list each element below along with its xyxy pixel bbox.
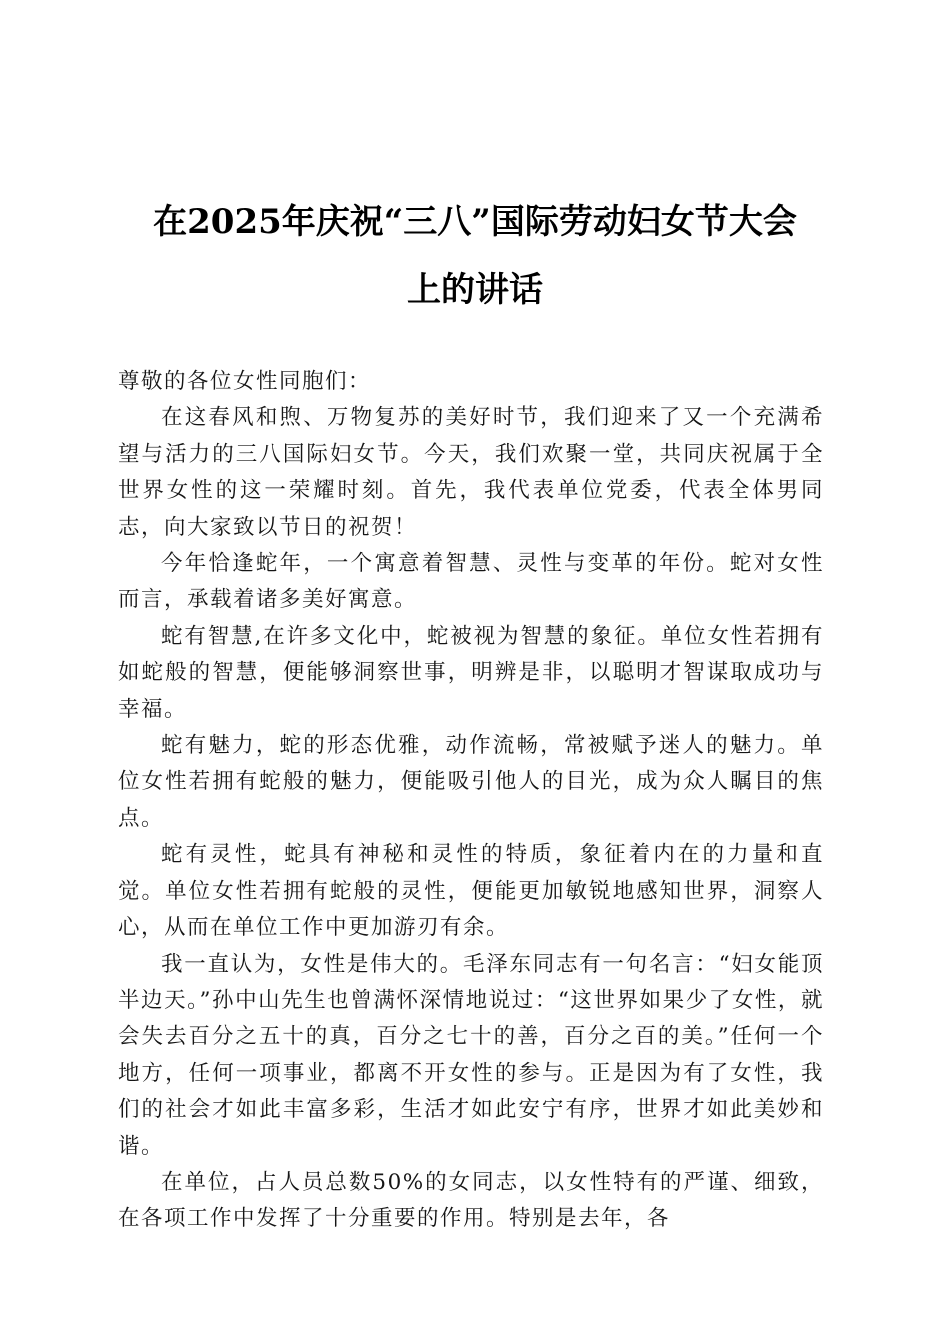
title-line-2: 上的讲话: [407, 270, 543, 310]
paragraph-spirituality: 蛇有灵性，蛇具有神秘和灵性的特质，象征着内在的力量和直觉。单位女性若拥有蛇般的灵性，便能更加敏锐地感知世界，洞察人心，从而在单位工作中更加游刃有余。: [118, 842, 824, 941]
salutation: 尊敬的各位女性同胞们：: [118, 369, 372, 394]
paragraph-opening: 在这春风和煦、万物复苏的美好时节，我们迎来了又一个充满希望与活力的三八国际妇女节。今天，我们欢聚一堂，共同庆祝属于全世界女性的这一荣耀时刻。首先，我代表单位党委，代表全体男同志，向大家致以节日的祝贺！: [118, 405, 824, 540]
paragraph-unit-women: 在单位，占人员总数50%的女同志，以女性特有的严谨、细致，在各项工作中发挥了十分重要的作用。特别是去年，各: [118, 1169, 824, 1232]
document-body: [118, 364, 824, 1238]
document-title: [100, 188, 850, 324]
paragraph-charm: 蛇有魅力，蛇的形态优雅，动作流畅，常被赋予迷人的魅力。单位女性若拥有蛇般的魅力，便能吸引他人的目光，成为众人瞩目的焦点。: [118, 733, 824, 831]
paragraph-wisdom: 蛇有智慧,在许多文化中，蛇被视为智慧的象征。单位女性若拥有如蛇般的智慧，便能够洞察世事，明辨是非，以聪明才智谋取成功与幸福。: [118, 623, 824, 722]
paragraph-snake-year: 今年恰逢蛇年，一个寓意着智慧、灵性与变革的年份。蛇对女性而言，承载着诸多美好寓意。: [118, 551, 824, 613]
paragraph-women-great: 我一直认为，女性是伟大的。毛泽东同志有一句名言：“妇女能顶半边天。”孙中山先生也曾满怀深情地说过：“这世界如果少了女性，就会失去百分之五十的真，百分之七十的善，百分之百的美。”任何一个地方，任何一项事业，都离不开女性的参与。正是因为有了女性，我们的社会才如此丰富多彩，生活才如此安宁有序，世界才如此美妙和谐。: [118, 951, 824, 1159]
title-line-1: 在2025年庆祝“三八”国际劳动妇女节大会: [153, 202, 797, 242]
